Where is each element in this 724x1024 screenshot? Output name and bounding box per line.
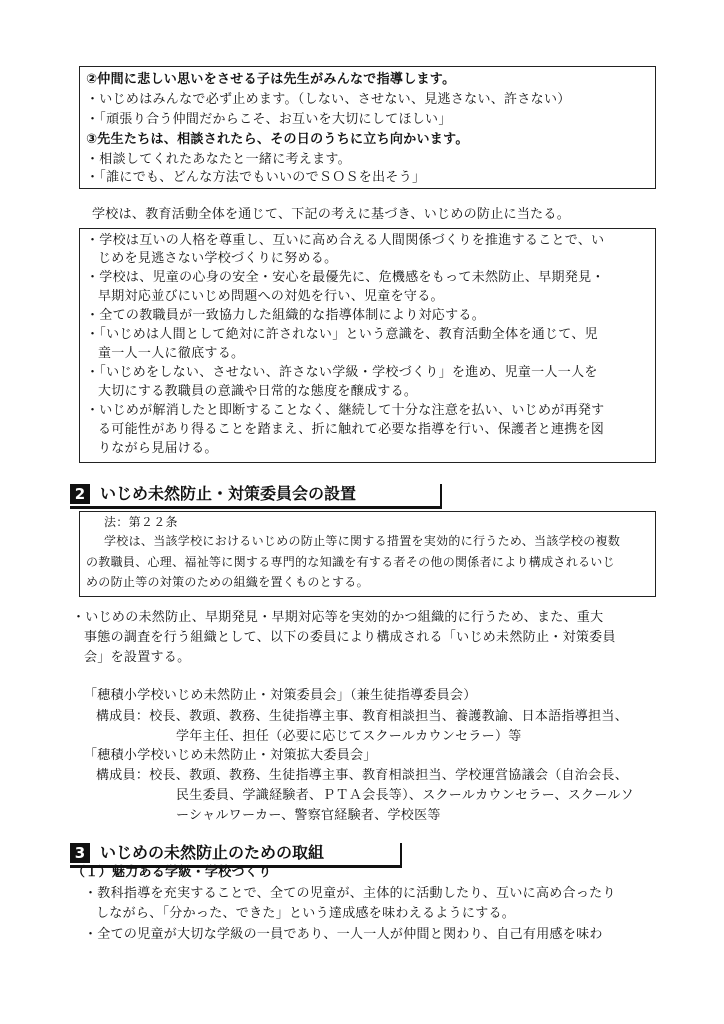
- subsection-1-title: （１）魅力ある学級・学校づくり: [72, 865, 272, 880]
- promise-3-item-2: ・「誰にでも、どんな方法でもいいのでＳＯＳを出そう」: [86, 170, 426, 185]
- section-2-title: いじめ未然防止・対策委員会の設置: [100, 484, 357, 503]
- committee-1-title: 「穂積小学校いじめ未然防止・対策委員会」（兼生徒指導委員会）: [84, 688, 477, 703]
- law-article: 法：第２２条: [104, 515, 178, 529]
- committee-body-line: 会」を設置する。: [84, 650, 191, 665]
- promise-2-item-2: ・「頑張り合う仲間だからこそ、お互いを大切にしてほしい」: [86, 112, 452, 127]
- section-2-edge: [440, 484, 442, 508]
- committee-1-members: 学年主任、担任（必要に応じてスクールカウンセラー）等: [176, 729, 522, 744]
- law-text-line: の教職員、心理、福祉等に関する専門的な知識を有する者その他の関係者により構成されるいじ: [86, 555, 615, 569]
- intro-text: 学校は、教育活動全体を通じて、下記の考えに基づき、いじめの防止に当たる。: [92, 207, 571, 222]
- policy-line: じめを見逃さない学校づくりに努める。: [98, 251, 338, 266]
- committee-2-members: 構成員：校長、教頭、教務、生徒指導主事、教育相談担当、学校運営協議会（自治会長、: [96, 768, 629, 783]
- section-2-number: 2: [70, 484, 90, 504]
- committee-body-line: 事態の調査を行う組織として、以下の委員により構成される「いじめ未然防止・対策委員: [84, 630, 616, 645]
- section-3-edge: [400, 843, 402, 867]
- policy-line: ・いじめが解消したと即断することなく、継続して十分な注意を払い、いじめが再発す: [86, 403, 605, 418]
- committee-2-title: 「穂積小学校いじめ未然防止・対策拡大委員会」: [84, 748, 377, 763]
- committee-2-members: ーシャルワーカー、警察官経験者、学校医等: [176, 808, 441, 823]
- section-3-line: しながら、「分かった、できた」という達成感を味わえるようにする。: [96, 906, 516, 921]
- policy-line: 童一人一人に徹底する。: [98, 346, 245, 361]
- committee-2-members: 民生委員、学識経験者、ＰＴＡ会長等）、スクールカウンセラー、スクールソ: [176, 788, 634, 803]
- section-2-heading: [70, 484, 442, 510]
- policy-line: りながら見届ける。: [98, 441, 218, 456]
- section-2-underline: [70, 506, 442, 509]
- policy-line: ・学校は、児童の心身の安全・安心を最優先に、危機感をもって未然防止、早期発見・: [86, 270, 605, 285]
- policy-line: ・「いじめをしない、させない、許さない学級・学校づくり」を進め、児童一人一人を: [86, 365, 598, 380]
- policy-line: ・学校は互いの人格を尊重し、互いに高め合える人間関係づくりを推進することで、い: [86, 233, 605, 248]
- section-3-number: 3: [70, 843, 90, 863]
- promise-2-item-1: ・いじめはみんなで必ず止めます。（しない、させない、見逃さない、許さない）: [86, 92, 571, 107]
- policy-line: ・全ての教職員が一致協力した組織的な指導体制により対応する。: [86, 308, 486, 323]
- promise-3-item-1: ・相談してくれたあなたと一緒に考えます。: [86, 152, 351, 167]
- committee-body-line: ・いじめの未然防止、早期発見・早期対応等を実効的かつ組織的に行うため、また、重大: [72, 610, 604, 625]
- policy-line: 早期対応並びにいじめ問題への対処を行い、児童を守る。: [98, 289, 444, 304]
- section-3-title: いじめの未然防止のための取組: [100, 843, 325, 862]
- section-3-line: ・全ての児童が大切な学級の一員であり、一人一人が仲間と関わり、自己有用感を味わ: [84, 927, 603, 942]
- promise-2-heading: ②仲間に悲しい思いをさせる子は先生がみんなで指導します。: [86, 72, 456, 87]
- committee-1-members: 構成員：校長、教頭、教務、生徒指導主事、教育相談担当、養護教諭、日本語指導担当、: [96, 709, 629, 724]
- policy-line: 大切にする教職員の意識や日常的な態度を醸成する。: [98, 384, 418, 399]
- law-text-line: めの防止等の対策のための組織を置くものとする。: [86, 575, 369, 589]
- law-text-line: 学校は、当該学校におけるいじめの防止等に関する措置を実効的に行うため、当該学校の複数: [104, 534, 621, 548]
- section-3-line: ・教科指導を充実することで、全ての児童が、主体的に活動したり、互いに高め合ったり: [84, 886, 616, 901]
- policy-line: ・「いじめは人間として絶対に許されない」という意識を、教育活動全体を通じて、児: [86, 327, 598, 342]
- policy-line: る可能性があり得ることを踏まえ、折に触れて必要な指導を行い、保護者と連携を図: [98, 422, 605, 437]
- promise-3-heading: ③先生たちは、相談されたら、その日のうちに立ち向かいます。: [86, 132, 469, 147]
